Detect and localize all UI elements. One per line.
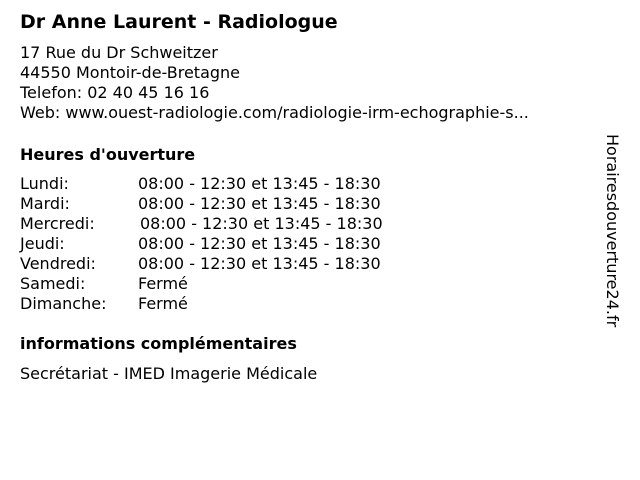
hours-day: Dimanche: xyxy=(20,294,107,313)
hours-time: 08:00 - 12:30 et 13:45 - 18:30 xyxy=(140,214,383,233)
phone-number: Telefon: 02 40 45 16 16 xyxy=(20,83,210,102)
hours-day: Lundi: xyxy=(20,174,69,193)
website-link[interactable]: Web: www.ouest-radiologie.com/radiologie-irm-echographie-s... xyxy=(20,103,529,122)
hours-time: 08:00 - 12:30 et 13:45 - 18:30 xyxy=(138,174,381,193)
hours-time: Fermé xyxy=(138,274,188,293)
info-heading: informations complémentaires xyxy=(20,334,297,353)
hours-heading: Heures d'ouverture xyxy=(20,145,196,164)
hours-time: 08:00 - 12:30 et 13:45 - 18:30 xyxy=(138,254,381,273)
hours-day: Jeudi: xyxy=(20,234,65,253)
hours-day: Mardi: xyxy=(20,194,70,213)
address-block xyxy=(20,43,529,123)
address-city: 44550 Montoir-de-Bretagne xyxy=(20,63,241,82)
hours-time: Fermé xyxy=(138,294,188,313)
hours-time: 08:00 - 12:30 et 13:45 - 18:30 xyxy=(138,194,381,213)
hours-day: Mercredi: xyxy=(20,214,95,233)
address-street: 17 Rue du Dr Schweitzer xyxy=(20,43,218,62)
watermark: Horairesdouverture24.fr xyxy=(603,134,622,328)
info-text: Secrétariat - IMED Imagerie Médicale xyxy=(20,364,318,383)
hours-time: 08:00 - 12:30 et 13:45 - 18:30 xyxy=(138,234,381,253)
hours-day: Samedi: xyxy=(20,274,86,293)
hours-day: Vendredi: xyxy=(20,254,96,273)
page-title: Dr Anne Laurent - Radiologue xyxy=(20,11,338,33)
